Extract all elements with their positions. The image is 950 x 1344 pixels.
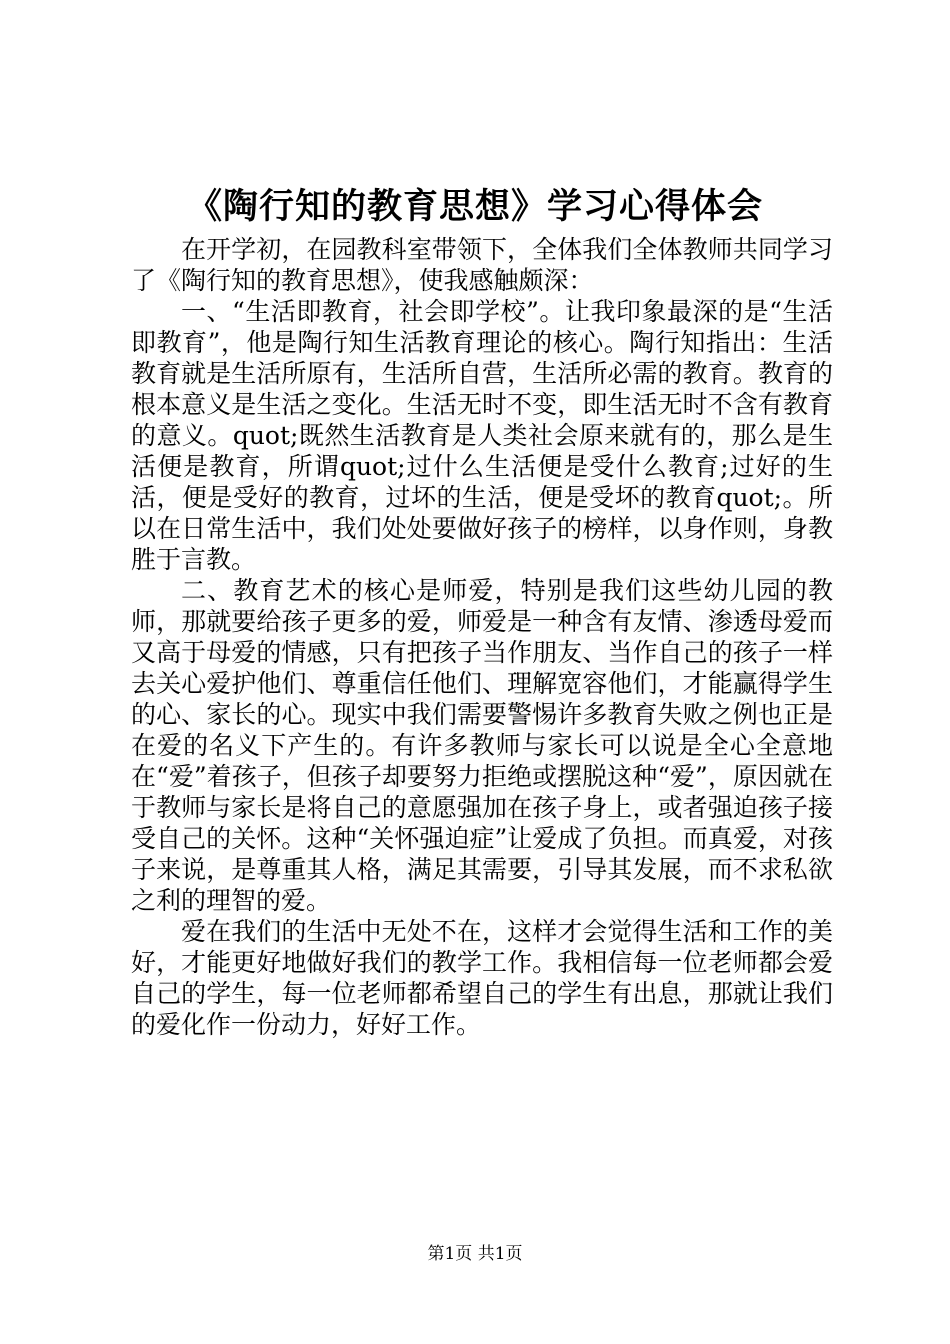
paragraph-point-two: 二、教育艺术的核心是师爱，特别是我们这些幼儿园的教师，那就要给孩子更多的爱，师爱是一种含有友情、渗透母爱而又高于母爱的情感，只有把孩子当作朋友、当作自己的孩子一样去关心爱护他们、尊重信任他们、理解宽容他们，才能赢得学生的心、家长的心。现实中我们需要警惕许多教育失败之例也正是在爱的名义下产生的。有许多教师与家长可以说是全心全意地在“爱”着孩子，但孩子却要努力拒绝或摆脱这种“爱”，原因就在于教师与家长是将自己的意愿强加在孩子身上，或者强迫孩子接受自己的关怀。这种“关怀强迫症”让爱成了负担。而真爱，对孩子来说，是尊重其人格，满足其需要，引导其发展，而不求私欲之利的理智的爱。 [131, 576, 833, 915]
page-footer: 第1页 共1页 [427, 1244, 523, 1264]
paragraph-intro: 在开学初，在园教科室带领下，全体我们全体教师共同学习了《陶行知的教育思想》，使我感触颇深： [131, 235, 833, 295]
paragraph-point-one: 一、“生活即教育，社会即学校”。让我印象最深的是“生活即教育”，他是陶行知生活教育理论的核心。陶行知指出：生活教育就是生活所原有，生活所自营，生活所必需的教育。教育的根本意义是生活之变化。生活无时不变，即生活无时不含有教育的意义。quot;既然生活教育是人类社会原来就有的，那么是生活便是教育，所谓quot;过什么生活便是受什么教育;过好的生活，便是受好的教育，过坏的生活，便是受坏的教育quot;。所以在日常生活中，我们处处要做好孩子的榜样，以身作则，身教胜于言教。 [131, 297, 833, 574]
document-body [131, 234, 833, 1040]
paragraph-conclusion: 爱在我们的生活中无处不在，这样才会觉得生活和工作的美好，才能更好地做好我们的教学工作。我相信每一位老师都会爱自己的学生，每一位老师都希望自己的学生有出息，那就让我们的爱化作一份动力，好好工作。 [131, 917, 833, 1039]
document-title: 《陶行知的教育思想》学习心得体会 [186, 186, 763, 227]
